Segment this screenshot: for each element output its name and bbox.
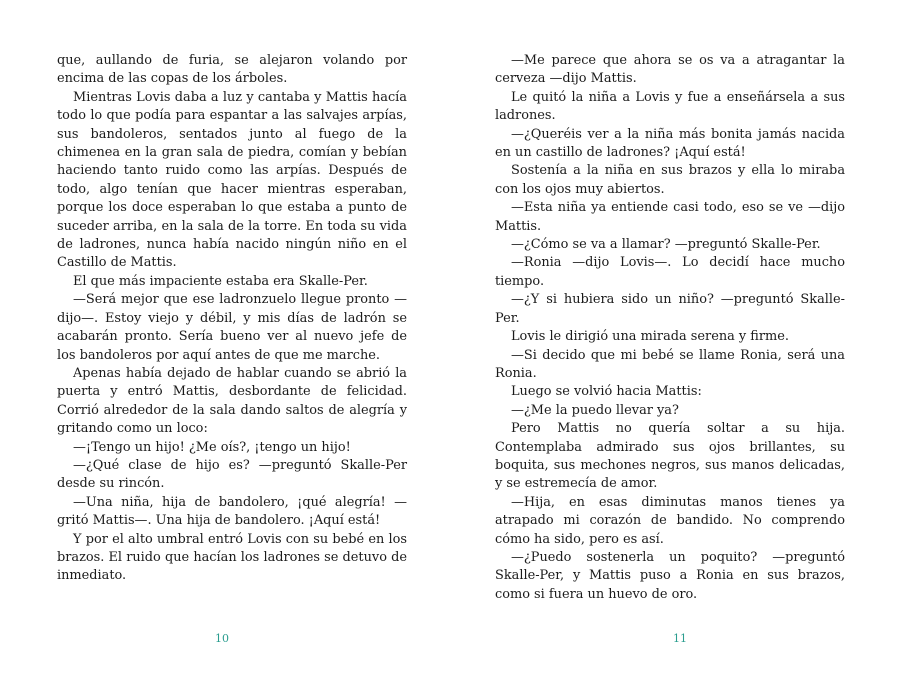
paragraph: —¿Cómo se va a llamar? —preguntó Skalle-Per. — [511, 237, 821, 253]
paragraph: —Hija, en esas diminutas manos tienes ya atrapado mi corazón de bandido. No comprendo cómo ha sido, pero es así. — [495, 494, 845, 547]
paragraph: —Esta niña ya entiende casi todo, eso se ve —dijo Mattis. — [495, 200, 845, 234]
paragraph: Sostenía a la niña en sus brazos y ella lo miraba con los ojos muy abiertos. — [495, 163, 845, 197]
paragraph: —¿Y si hubiera sido un niño? —preguntó Skalle-Per. — [495, 292, 845, 326]
paragraph: —¿Queréis ver a la niña más bonita jamás nacida en un castillo de ladrones? ¡Aquí está! — [495, 126, 845, 161]
paragraph: —¿Puedo sostenerla un poquito? —preguntó Skalle-Per, y Mattis puso a Ronia en sus brazos, como si fuera un huevo de oro. — [495, 549, 845, 602]
right-page — [495, 52, 845, 604]
paragraph: —Me parece que ahora se os va a atragantar la cerveza —dijo Mattis. — [495, 53, 845, 87]
left-page — [57, 52, 407, 586]
paragraph: Mientras Lovis daba a luz y cantaba y Mattis hacía todo lo que podía para espantar a las salvajes arpías, sus bandoleros, sentados junto al fuego de la chimenea en la gran sala de piedra, comían y bebían haciendo tanto ruido como las arpías. Después de todo, algo tenían que hacer mientras esperaban, porque los doce esperaban lo que estaba a punto de suceder arriba, en la sala de la torre. En toda su vida de ladrones, nunca había nacido ningún niño en el Castillo de Mattis. — [57, 89, 407, 271]
paragraph: —Si decido que mi bebé se llame Ronia, será una Ronia. — [495, 347, 845, 381]
paragraph: —¿Qué clase de hijo es? —preguntó Skalle-Per desde su rincón. — [57, 457, 407, 492]
paragraph: —Será mejor que ese ladronzuelo llegue pronto —dijo—. Estoy viejo y débil, y mis días de ladrón se acabarán pronto. Sería bueno ver al nuevo jefe de los bandoleros por aquí antes de que me marche. — [57, 292, 407, 363]
paragraph: —Una niña, hija de bandolero, ¡qué alegría! —gritó Mattis—. Una hija de bandolero. ¡Aquí está! — [57, 494, 407, 529]
paragraph: —¿Me la puedo llevar ya? — [511, 402, 679, 418]
paragraph: Le quitó la niña a Lovis y fue a enseñársela a sus ladrones. — [495, 89, 845, 124]
page-number-left: 10 — [215, 632, 229, 645]
paragraph: —¡Tengo un hijo! ¿Me oís?, ¡tengo un hijo! — [73, 439, 351, 455]
paragraph: Apenas había dejado de hablar cuando se abrió la puerta y entró Mattis, desbordante de felicidad. Corrió alrededor de la sala dando saltos de alegría y gritando como un loco: — [57, 365, 407, 437]
paragraph: que, aullando de furia, se alejaron volando por encima de las copas de los árboles. — [57, 53, 407, 87]
paragraph: Y por el alto umbral entró Lovis con su bebé en los brazos. El ruido que hacían los ladrones se detuvo de inmediato. — [57, 531, 407, 584]
page-number-right: 11 — [673, 632, 687, 645]
paragraph: Pero Mattis no quería soltar a su hija. Contemplaba admirado sus ojos brillantes, su boquita, sus mechones negros, sus manos delicadas, y se estremecía de amor. — [495, 421, 845, 492]
paragraph: Lovis le dirigió una mirada serena y firme. — [511, 329, 790, 345]
paragraph: Luego se volvió hacia Mattis: — [511, 384, 702, 400]
paragraph: —Ronia —dijo Lovis—. Lo decidí hace mucho tiempo. — [495, 255, 845, 289]
paragraph: El que más impaciente estaba era Skalle-Per. — [73, 273, 368, 289]
